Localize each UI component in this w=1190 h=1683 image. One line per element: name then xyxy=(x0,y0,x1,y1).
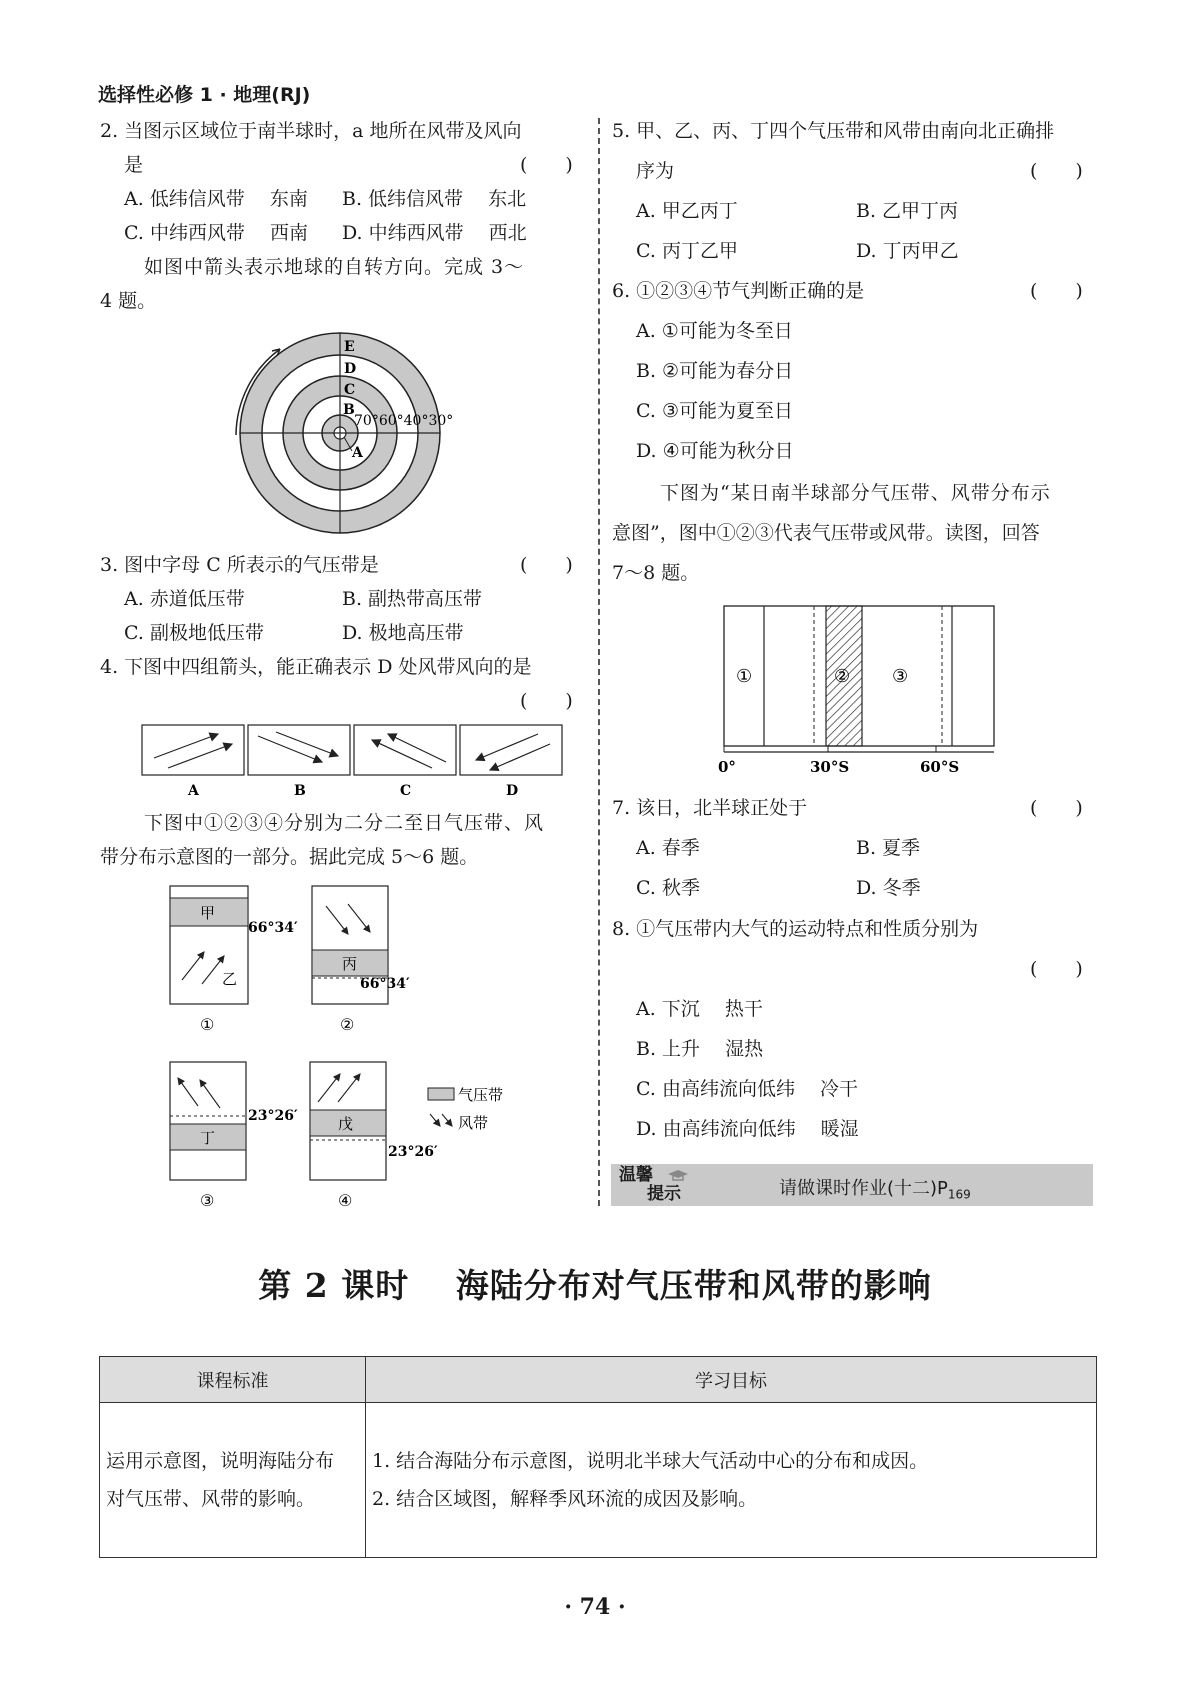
intro-7-8-cont2: 7～8 题。 xyxy=(612,562,700,584)
tick-60s: 60°S xyxy=(920,758,960,776)
circle-label-a: A xyxy=(352,445,363,461)
southern-hemisphere-belt-figure xyxy=(710,600,1010,780)
q5-answer-paren[interactable]: ( ) xyxy=(1030,160,1083,182)
q7-answer-paren[interactable]: ( ) xyxy=(1030,797,1083,819)
q7-option-c[interactable]: C. 秋季 xyxy=(636,877,700,899)
q7-option-b[interactable]: B. 夏季 xyxy=(856,837,921,859)
panel2-latitude: 66°34′ xyxy=(360,976,410,992)
q3-answer-paren[interactable]: ( ) xyxy=(520,554,573,576)
q5-option-b[interactable]: B. 乙甲丁丙 xyxy=(856,200,959,222)
q2-option-b[interactable]: B. 低纬信风带 东北 xyxy=(342,188,527,210)
tip-page-ref: 169 xyxy=(947,1187,971,1202)
q7-option-d[interactable]: D. 冬季 xyxy=(856,877,921,899)
option-label-c: C xyxy=(400,783,412,799)
q8-option-d[interactable]: D. 由高纬流向低纬 暖湿 xyxy=(636,1118,859,1140)
zone-1: ① xyxy=(736,666,753,687)
q5-option-a[interactable]: A. 甲乙丙丁 xyxy=(636,200,738,222)
tick-30s: 30°S xyxy=(810,758,850,776)
q8-option-a[interactable]: A. 下沉 热干 xyxy=(636,998,763,1020)
tip-label-1: 温馨 xyxy=(619,1165,653,1185)
tip-label-2: 提示 xyxy=(647,1184,681,1204)
wind-direction-options-figure xyxy=(140,722,570,802)
q3-option-a[interactable]: A. 赤道低压带 xyxy=(124,588,245,610)
intro-3-4-cont: 4 题。 xyxy=(100,290,157,312)
panel2-number: ② xyxy=(340,1015,355,1034)
q6-option-c[interactable]: C. ③可能为夏至日 xyxy=(636,400,793,422)
q2-answer-paren[interactable]: ( ) xyxy=(520,154,573,176)
q8-stem: 8. ①气压带内大气的运动特点和性质分别为 xyxy=(612,918,979,940)
belt-ding: 丁 xyxy=(200,1129,216,1147)
q4-stem: 4. 下图中四组箭头，能正确表示 D 处风带风向的是 xyxy=(100,656,532,678)
intro-3-4: 如图中箭头表示地球的自转方向。完成 3～ xyxy=(144,256,525,278)
goal-line-1: 1. 结合海陆分布示意图，说明北半球大气活动中心的分布和成因。 xyxy=(372,1450,929,1472)
panel1-number: ① xyxy=(200,1015,215,1034)
q5-option-d[interactable]: D. 丁丙甲乙 xyxy=(856,240,959,262)
homework-tip-bar[interactable] xyxy=(611,1164,1093,1206)
wind-yi: 乙 xyxy=(222,970,238,988)
q2-option-a[interactable]: A. 低纬信风带 东南 xyxy=(124,188,308,210)
goals-cell xyxy=(366,1403,1097,1558)
panel4-latitude: 23°26′ xyxy=(388,1144,438,1160)
option-box-d[interactable] xyxy=(460,725,562,775)
legend-belt-label: 气压带 xyxy=(458,1086,504,1104)
belt-bing: 丙 xyxy=(342,955,358,973)
option-label-b: B xyxy=(294,783,306,799)
circle-label-e: E xyxy=(344,339,355,355)
table-header-goals: 学习目标 xyxy=(366,1357,1097,1403)
q8-option-c[interactable]: C. 由高纬流向低纬 冷干 xyxy=(636,1078,858,1100)
panel3-number: ③ xyxy=(200,1191,215,1210)
belt-wu: 戊 xyxy=(338,1115,354,1133)
q2-stem-cont: 是 xyxy=(124,154,144,176)
circle-label-b: B xyxy=(343,402,355,418)
panel4-number: ④ xyxy=(338,1191,353,1210)
table-header-standard: 课程标准 xyxy=(100,1357,366,1403)
legend-wind-label: 风带 xyxy=(458,1114,489,1132)
intro-7-8: 下图为“某日南半球部分气压带、风带分布示 xyxy=(660,482,1051,504)
q2-option-d[interactable]: D. 中纬西风带 西北 xyxy=(342,222,527,244)
intro-5-6-cont: 带分布示意图的一部分。据此完成 5～6 题。 xyxy=(100,846,479,868)
q6-option-d[interactable]: D. ④可能为秋分日 xyxy=(636,440,794,462)
column-divider xyxy=(598,118,600,1206)
standard-line-2: 对气压带、风带的影响。 xyxy=(106,1488,316,1510)
q5-stem: 5. 甲、乙、丙、丁四个气压带和风带由南向北正确排 xyxy=(612,120,1055,142)
legend-wind-arrow-icon xyxy=(430,1114,440,1126)
q3-option-b[interactable]: B. 副热带高压带 xyxy=(342,588,483,610)
option-label-a: A xyxy=(188,783,199,799)
q6-answer-paren[interactable]: ( ) xyxy=(1030,280,1083,302)
q6-option-a[interactable]: A. ①可能为冬至日 xyxy=(636,320,793,342)
panel1-latitude: 66°34′ xyxy=(248,920,298,936)
q8-answer-paren[interactable]: ( ) xyxy=(1030,958,1083,980)
q7-option-a[interactable]: A. 春季 xyxy=(636,837,700,859)
lesson-title: 第 2 课时 海陆分布对气压带和风带的影响 xyxy=(258,1266,932,1305)
q6-option-b[interactable]: B. ②可能为春分日 xyxy=(636,360,794,382)
graduation-cap-icon xyxy=(667,1168,689,1182)
q6-stem: 6. ①②③④节气判断正确的是 xyxy=(612,280,865,302)
q5-stem-cont: 序为 xyxy=(636,160,675,182)
q7-stem: 7. 该日，北半球正处于 xyxy=(612,797,808,819)
q4-answer-paren[interactable]: ( ) xyxy=(520,690,573,712)
q3-option-d[interactable]: D. 极地高压带 xyxy=(342,622,464,644)
circle-latitude-labels: 70°60°40°30° xyxy=(354,413,454,429)
tip-text: 请做课时作业(十二)P xyxy=(779,1178,948,1199)
standard-cell xyxy=(100,1403,366,1558)
intro-7-8-cont: 意图”，图中①②③代表气压带或风带。读图，回答 xyxy=(612,522,1040,544)
zone-3: ③ xyxy=(892,666,909,687)
page-number: · 74 · xyxy=(564,1594,626,1620)
intro-5-6: 下图中①②③④分别为二分二至日气压带、风 xyxy=(144,812,545,834)
q2-stem: 2. 当图示区域位于南半球时，a 地所在风带及风向 xyxy=(100,120,522,142)
book-header: 选择性必修 1 · 地理(RJ) xyxy=(98,84,311,106)
solstice-belt-panels-figure xyxy=(160,880,560,1210)
circle-label-d: D xyxy=(344,361,357,377)
belt-jia: 甲 xyxy=(200,904,216,922)
circle-label-c: C xyxy=(344,382,356,398)
option-box-c[interactable] xyxy=(354,725,456,775)
q3-stem: 3. 图中字母 C 所表示的气压带是 xyxy=(100,554,379,576)
q3-option-c[interactable]: C. 副极地低压带 xyxy=(124,622,264,644)
q2-option-c[interactable]: C. 中纬西风带 西南 xyxy=(124,222,308,244)
zone-2: ② xyxy=(834,666,851,687)
course-standards-table xyxy=(99,1356,1097,1558)
option-box-a[interactable] xyxy=(142,725,244,775)
standard-line-1: 运用示意图，说明海陆分布 xyxy=(106,1450,335,1472)
legend-belt-swatch xyxy=(428,1088,454,1100)
tick-0: 0° xyxy=(718,758,736,776)
option-box-b[interactable] xyxy=(248,725,350,775)
goal-line-2: 2. 结合区域图，解释季风环流的成因及影响。 xyxy=(372,1488,758,1510)
panel3-latitude: 23°26′ xyxy=(248,1108,298,1124)
pressure-belt-circle-figure xyxy=(220,325,460,550)
q8-option-b[interactable]: B. 上升 湿热 xyxy=(636,1038,764,1060)
q5-option-c[interactable]: C. 丙丁乙甲 xyxy=(636,240,738,262)
option-label-d: D xyxy=(506,783,519,799)
